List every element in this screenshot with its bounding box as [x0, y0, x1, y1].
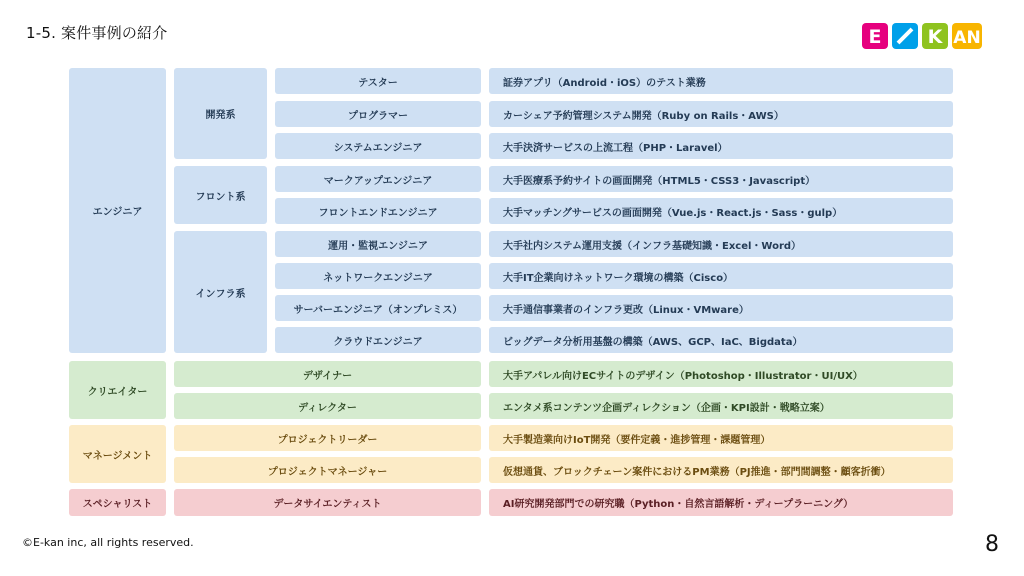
- case-cell: 大手通信事業者のインフラ更改（Linux・VMware）: [489, 295, 953, 321]
- role-cell: デザイナー: [174, 361, 481, 387]
- case-cell: 大手製造業向けIoT開発（要件定義・進捗管理・課題管理）: [489, 425, 953, 451]
- role-cell: プログラマー: [275, 101, 481, 127]
- case-cell: エンタメ系コンテンツ企画ディレクション（企画・KPI設計・戦略立案）: [489, 393, 953, 419]
- svg-text:AN: AN: [953, 28, 981, 48]
- ekan-logo: [860, 20, 986, 56]
- subcategory-front: フロント系: [174, 166, 267, 224]
- case-cell: ビッグデータ分析用基盤の構築（AWS、GCP、IaC、Bigdata）: [489, 327, 953, 353]
- subcategory-dev: 開発系: [174, 68, 267, 159]
- page-title: 1-5. 案件事例の紹介: [26, 24, 168, 42]
- case-cell: AI研究開発部門での研究職（Python・自然言語解析・ディープラーニング）: [489, 489, 953, 516]
- category-specialist: スペシャリスト: [69, 489, 166, 516]
- case-cell: 大手社内システム運用支援（インフラ基礎知識・Excel・Word）: [489, 231, 953, 257]
- category-management: マネージメント: [69, 425, 166, 483]
- role-cell: プロジェクトリーダー: [174, 425, 481, 451]
- role-cell: テスター: [275, 68, 481, 94]
- role-cell: マークアップエンジニア: [275, 166, 481, 192]
- role-cell: プロジェクトマネージャー: [174, 457, 481, 483]
- case-cell: 大手アパレル向けECサイトのデザイン（Photoshop・Illustrator・UI/UX）: [489, 361, 953, 387]
- role-cell: サーバーエンジニア（オンプレミス）: [275, 295, 481, 321]
- case-cell: 証券アプリ（Android・iOS）のテスト業務: [489, 68, 953, 94]
- role-cell: システムエンジニア: [275, 133, 481, 159]
- role-cell: ディレクター: [174, 393, 481, 419]
- case-cell: 大手決済サービスの上流工程（PHP・Laravel）: [489, 133, 953, 159]
- case-cell: カーシェア予約管理システム開発（Ruby on Rails・AWS）: [489, 101, 953, 127]
- svg-text:K: K: [927, 26, 943, 48]
- svg-text:E: E: [868, 26, 882, 48]
- subcategory-infra: インフラ系: [174, 231, 267, 353]
- role-cell: 運用・監視エンジニア: [275, 231, 481, 257]
- case-cell: 大手医療系予約サイトの画面開発（HTML5・CSS3・Javascript）: [489, 166, 953, 192]
- case-cell: 仮想通貨、ブロックチェーン案件におけるPM業務（PJ推進・部門間調整・顧客折衝）: [489, 457, 953, 483]
- category-engineer: エンジニア: [69, 68, 166, 353]
- case-cell: 大手IT企業向けネットワーク環境の構築（Cisco）: [489, 263, 953, 289]
- copyright-footer: ©E-kan inc, all rights reserved.: [22, 536, 194, 549]
- category-creator: クリエイター: [69, 361, 166, 419]
- role-cell: データサイエンティスト: [174, 489, 481, 516]
- role-cell: フロントエンドエンジニア: [275, 198, 481, 224]
- role-cell: クラウドエンジニア: [275, 327, 481, 353]
- case-cell: 大手マッチングサービスの画面開発（Vue.js・React.js・Sass・gulp）: [489, 198, 953, 224]
- page-number: 8: [985, 532, 999, 557]
- role-cell: ネットワークエンジニア: [275, 263, 481, 289]
